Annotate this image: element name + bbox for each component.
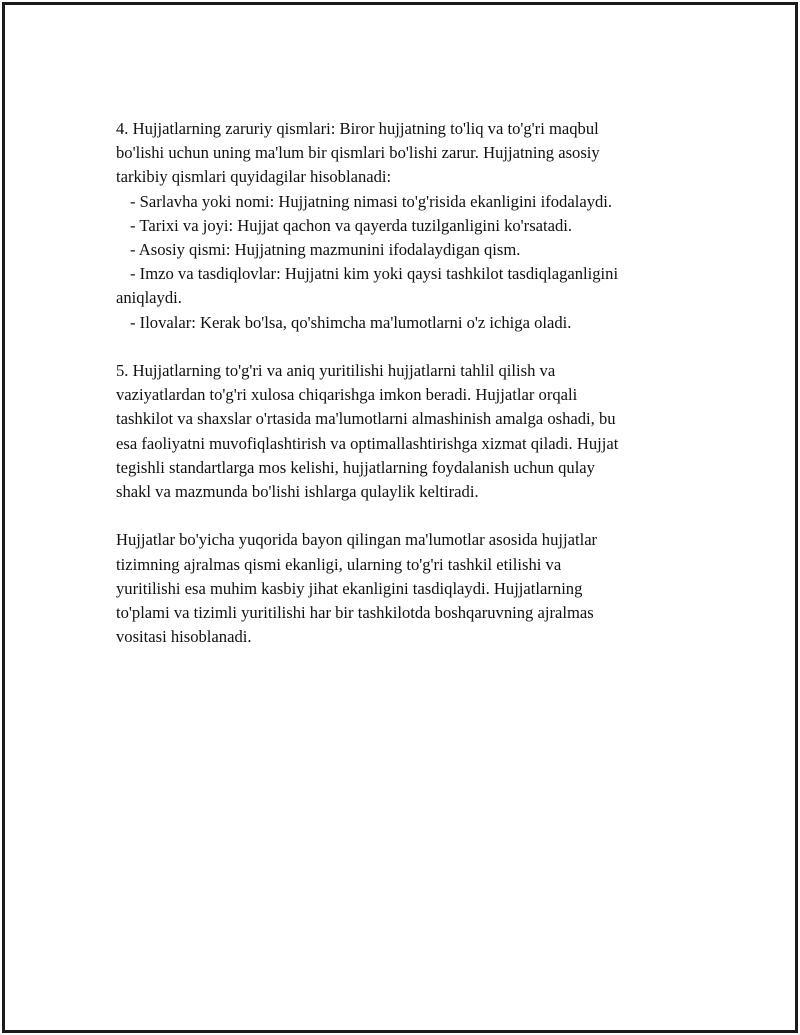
section-5-line: tashkilot va shaxslar o'rtasida ma'lumotlarni almashinish amalga oshadi, bu	[116, 409, 616, 429]
conclusion-line: yuritilishi esa muhim kasbiy jihat ekanligini tasdiqlaydi. Hujjatlarning	[116, 578, 583, 598]
list-item-attachments: - Ilovalar: Kerak bo'lsa, qo'shimcha ma'lumotlarni o'z ichiga oladi.	[130, 312, 572, 332]
section-5-line: esa faoliyatni muvofiqlashtirish va optimallashtirishga xizmat qiladi. Hujjat	[116, 433, 619, 453]
list-item-signature-continuation: aniqlaydi.	[116, 288, 182, 308]
section-4-intro-line: bo'lishi uchun uning ma'lum bir qismlari bo'lishi zarur. Hujjatning asosiy	[116, 143, 600, 163]
section-5-line: tegishli standartlarga mos kelishi, hujjatlarning foydalanish uchun qulay	[116, 457, 595, 477]
conclusion-line: to'plami va tizimli yuritilishi har bir tashkilotda boshqaruvning ajralmas	[116, 603, 594, 623]
section-4-intro-line: 4. Hujjatlarning zaruriy qismlari: Biror hujjatning to'liq va to'g'ri maqbul	[116, 119, 599, 138]
section-4-intro-line: tarkibiy qismlari quyidagilar hisoblanadi:	[116, 167, 392, 187]
section-5	[116, 359, 706, 504]
conclusion-line: vositasi hisoblanadi.	[116, 627, 252, 647]
list-item-signature: - Imzo va tasdiqlovlar: Hujjatni kim yoki qaysi tashkilot tasdiqlaganligini	[130, 264, 619, 284]
section-5-line: 5. Hujjatlarning to'g'ri va aniq yuritilishi hujjatlarni tahlil qilish va	[116, 361, 556, 381]
conclusion-paragraph	[116, 528, 706, 649]
list-item-main-part: - Asosiy qismi: Hujjatning mazmunini ifodalaydigan qism.	[130, 240, 521, 260]
section-4	[116, 117, 706, 335]
conclusion-line: Hujjatlar bo'yicha yuqorida bayon qilingan ma'lumotlar asosida hujjatlar	[116, 530, 598, 550]
list-item-title: - Sarlavha yoki nomi: Hujjatning nimasi to'g'risida ekanligini ifodalaydi.	[130, 191, 613, 211]
conclusion-line: tizimning ajralmas qismi ekanligi, ularning to'g'ri tashkil etilishi va	[116, 554, 562, 574]
section-5-line: vaziyatlardan to'g'ri xulosa chiqarishga imkon beradi. Hujjatlar orqali	[116, 385, 578, 405]
document-body	[116, 117, 706, 674]
list-item-date-place: - Tarixi va joyi: Hujjat qachon va qayerda tuzilganligini ko'rsatadi.	[130, 215, 573, 235]
section-5-line: shakl va mazmunda bo'lishi ishlarga qulaylik keltiradi.	[116, 482, 479, 502]
